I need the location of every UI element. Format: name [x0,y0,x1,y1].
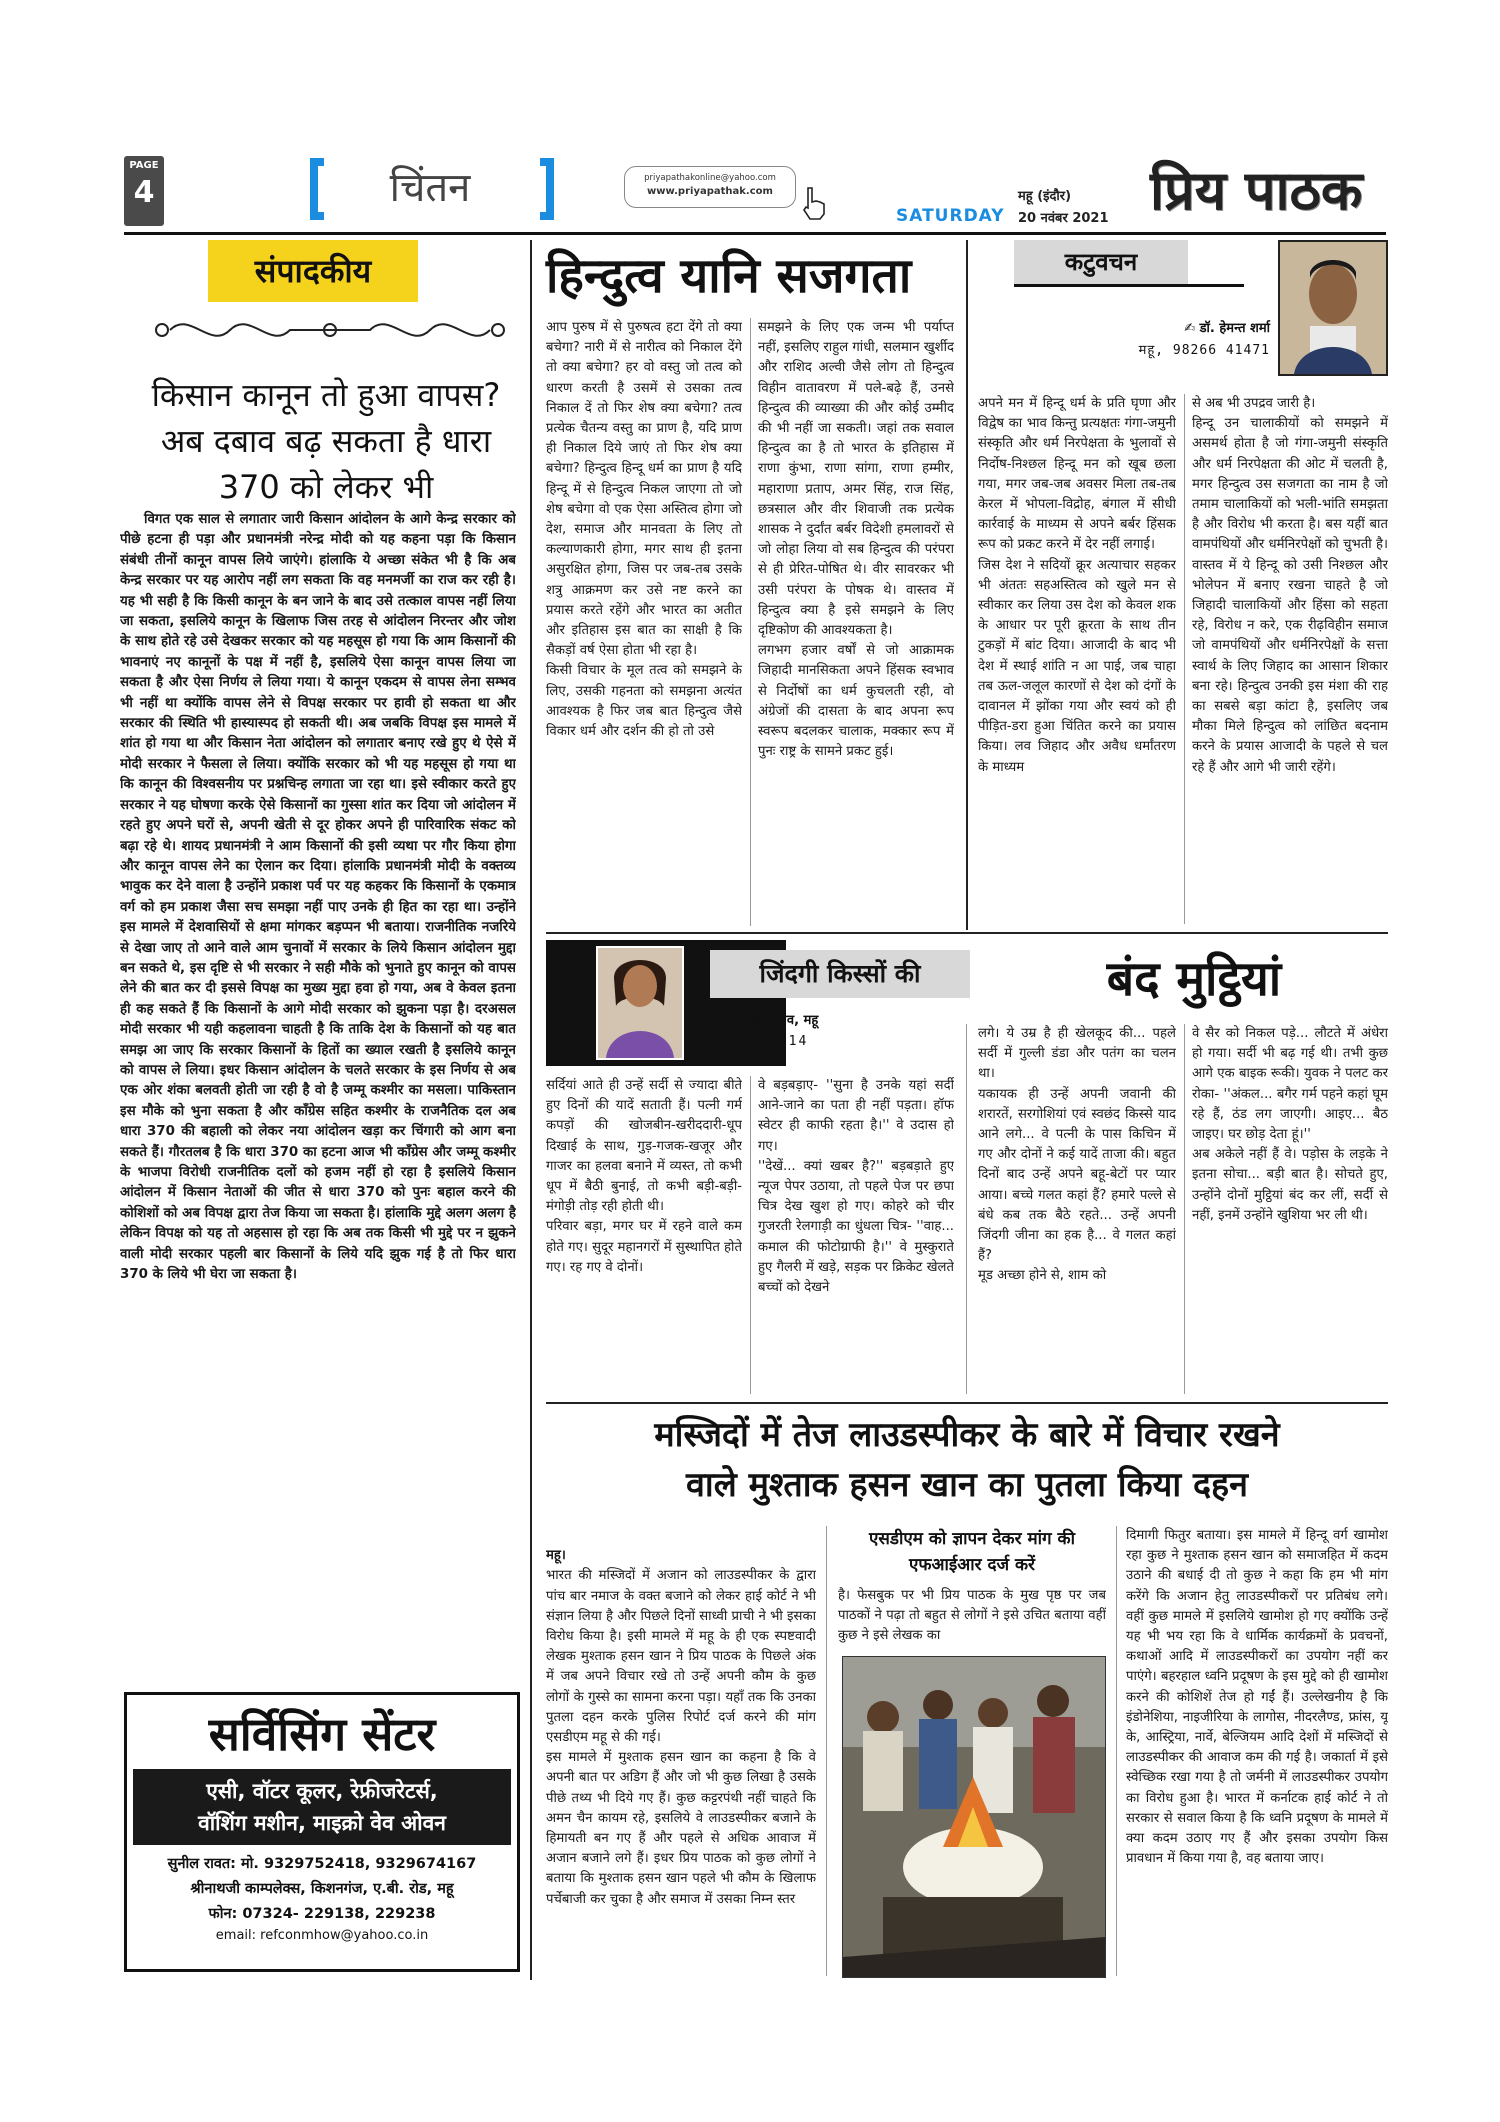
ad-services-line1: एसी, वॉटर कूलर, रेफ्रीजरेटर्स, [206,1779,438,1803]
zindagi-headline: बंद मुट्ठियां [1106,951,1282,1007]
zindagi-col2: वे बड़बड़ाए- ''सुना है उनके यहां सर्दी आने-जाने का पता ही नहीं पड़ता। हॉफ स्वेटर ही काफी रहता है।'' वे उदास हो गए। ''देखें... क्यां खबर है?'' बड़बड़ाते हुए न्यूज पेपर उठाया, तो पहले पेज पर छपा चित्र देख खुश हो गए। कोहरे को चीर गुजरती रेलगाड़ी का धुंधला चित्र- ''वाह... कमाल की फोटोग्राफी है।'' वे मुस्कुराते हुए गैलरी में खड़े, सड़क पर क्रिकेट खेलते बच्चों को देखने [758,1078,954,1296]
mosque-col3: दिमागी फितुर बताया। इस मामले में हिन्दू वर्ग खामोश रहा कुछ ने मुश्ताक हसन खान को समाजहित में कदम उठाने की बधाई दी तो कुछ ने कहा कि हम भी मांग करेंगे कि अजान हेतु लाउडस्पीकरों पर प्रतिबंध लगे। वहीं कुछ मामले में इसलिये खामोश हो गए क्योंकि उन्हें यह भी भय रहा कि वे धार्मिक कार्यक्रमों के प्रवचनों, कथाओं आदि में लाउडस्पीकरों का उपयोग नहीं कर पाएंगे। बहरहाल ध्वनि प्रदूषण के इस मुद्दे को ही खामोश करने की कोशिशें तेज हो गईं हैं। उल्लेखनीय है कि इंडोनेशिया, नाइजीरिया के लागोस, नीदरलैण्ड, फ्रांस, यू के, आस्ट्रिया, नार्वे, बेल्जियम आदि देशों में मस्जिदों से लाउडस्पीकर की आवाज कम की गई है। जकार्ता में इसे स्वेच्छिक रखा गया है तो जर्मनी में लाउडस्पीकर उपयोग का विरोध हुआ है। भारत में कर्नाटक हाई कोर्ट ने तो सरकार से सवाल किया है कि ध्वनि प्रदूषण के मामले में क्या कदम उठाए गए हैं और इसका उपयोग किस प्रावधान में किया गया है, वह बताया जाए। [1126,1528,1388,1867]
ad-title: सर्विसिंग सेंटर [208,1707,436,1761]
mosque-headline-line2: वाले मुश्ताक हसन खान का पुतला किया दहन [686,1465,1248,1505]
paper-name: प्रिय पाठक [1150,158,1363,222]
ad-address: श्रीनाथजी काम्पलेक्स, किशनगंज, ए.बी. रोड, महू [190,1881,454,1897]
contact-box [624,166,796,208]
day-label: SATURDAY [896,206,1005,226]
editorial-body: विगत एक साल से लगातार जारी किसान आंदोलन के आगे केन्द्र सरकार को पीछे हटना ही पड़ा और प्रधानमंत्री नरेन्द्र मोदी को यह कहना पड़ा कि किसान संबंधी तीनों कानून वापस लिये जाएंगे। हांलाकि ये अच्छा संकेत भी है कि अब केन्द्र सरकार पर यह आरोप नहीं लग सकता कि वह मनमर्जी का राज कर रही है। यह भी सही है कि किसी कानून के बन जाने के बाद उसे तत्काल वापस नहीं लिया जा सकता, इसलिये कानून के खिलाफ जिस तरह से आंदोलन निरन्तर और जोश के साथ होते रहे उसे देखकर सरकार को यह महसूस हो गया कि आम किसानों की भावनाएं नए कानूनों के पक्ष में नहीं है, इसलिये ऐसा कानून वापस लिया जा सकता है और ऐसा निर्णय ले लिया गया। ये कानून एकदम से वापस लेना सम्भव भी नहीं था क्योंकि वापस लेने से विपक्ष सरकार पर हावी हो सकता था और सरकार की स्थिति भी हास्यास्पद हो सकती थी। अब जबकि विपक्ष इस मामले में शांत हो गया था और किसान नेता आंदोलन को लगातार बनाए रखे हुए थे ऐसे में मोदी सरकार ने फैसला ले लिया। क्योंकि सरकार को भी यह महसूस हो गया था कि कानून की विश्वसनीय पर प्रश्नचिन्ह लगाता जा रहा था। इसे स्वीकार करते हुए सरकार ने यह घोषणा करके ऐसे किसानों का गुस्सा शांत कर दिया जो आंदोलन में रहते हुए अपने घरों से, अपनी खेती से दूर होकर अपने ही पारिवारिक संकट को बढ़ा रहे थे। शायद प्रधानमंत्री ने आम किसानों की इसी व्यथा पर गौर किया होगा और कानून वापस लेने का ऐलान कर दिया। हांलाकि प्रधानमंत्री मोदी के वक्तव्य भावुक कर देने वाला है उन्होंने प्रकाश पर्व पर यह कहकर कि किसानों के एकमात्र वर्ग को हम प्रकाश जैसा सच समझा नहीं पाए उनके ही हित का रहा था। उन्होंने इस मामले में देशवासियों से क्षमा मांगकर बड़प्पन भी बताया। राजनीतिक नजरिये से देखा जाए तो आने वाले आम चुनावों में सरकार के लिये किसान आंदोलन मुद्दा बन सकते थे, इस दृष्टि से भी सरकार ने सही मौके को भुनाते हुए कानून को वापस लेने की बात कर दी इससे विपक्ष का मुख्य मुद्दा हवा हो गया, अब वे केवल इतना ही कह सकते हैं कि किसानों के आगे मोदी सरकार को झुकना पड़ा है। दरअसल मोदी सरकार भी यही कहलावना चाहती है कि ताकि देश के किसानों को यह बात समझ आ जाए कि सरकार किसानों के हितों का ख्याल रखती है इसलिये कानून को वापस ले लिया। इधर किसान आंदोलन के चलते सरकार के इस निर्णय से अब एक ओर शंका बलवती होती जा रही है वो है जम्मू कश्मीर का मसला। पाकिस्तान इस मौके को भुना सकता है और काँग्रेस सहित कश्मीर के राजनैतिक दल अब धारा 370 की बहाली को लेकर नया आंदोलन खड़ा कर चिंगारी को आग बना सकते हैं। गौरतलब है कि धारा 370 का हटना आज भी कॉंग्रेस और जम्मू कश्मीर के भाजपा विरोधी राजनीतिक दलों को हजम नहीं हो रहा है इसलिये किसान आंदोलन में किसान नेताओं की जीत से धारा 370 को पुनः बहाल करने की कोशिशों को अब विपक्ष द्वारा तेज किया जा सकता है। हांलाकि मुद्दे अलग अलग है लेकिन विपक्ष को यह तो अहसास हो रहा कि अब तक किसी भी मुद्दे पर न झुकने वाली मोदी सरकार पहली बार किसानों के लिये यदि झुक गई है तो फिर धारा 370 के लिये भी घेरा जा सकता है। [120,512,516,1283]
zindagi-col-rule-3 [1184,1024,1185,1394]
ornament-divider [150,310,510,350]
page-badge [124,156,164,226]
mosque-col1 [546,1526,816,1976]
hindutva-col-rule-1 [750,318,751,926]
zindagi-col-rule-2 [966,1024,967,1394]
zindagi-col1: सर्दियां आते ही उन्हें सर्दी से ज्यादा बीते हुए दिनों की यादें सताती हैं। पत्नी गर्म कपड़ों की खोजबीन-खरीददारी-धूप दिखाई के साथ, गुड़-गजक-खजूर और गाजर का हलवा बनाने में व्यस्त, तो कभी धूप में बैठी बुनाई, तो कभी बड़ी-बड़ी-मंगोड़ी तोड़ रही होती थी। परिवार बड़ा, मगर घर में रहने वाले कम होते गए। सुदूर महानगरों में सुस्थापित होते गए। रह गए वे दोनों। [546,1078,742,1275]
katuvachan-underline [1014,284,1244,287]
mosque-col2: है। फेसबुक पर भी प्रिय पाठक के मुख पृष्ठ पर जब पाठकों ने पढ़ा तो बहुत से लोगों ने इसे उचित बताया वहीं कुछ ने इसे लेखक का [838,1588,1106,1644]
mosque-col-rule-2 [1116,1526,1117,1976]
zindagi-col4: वे सैर को निकल पड़े... लौटते में अंधेरा हो गया। सर्दी भी बढ़ गई थी। तभी कुछ आगे एक बाइक रूकी। युवक ने पलट कर रोका- ''अंकल... बगैर गर्म पहने कहां घूम रहे हैं, ठंड लग जाएगी। आइए... बैठ जाइए। घर छोड़ देता हूं।'' अब अकेले नहीं हैं वे। पड़ोस के लड़के ने इतना सोचा... बड़ी बात है। सोचते हुए, उन्होंने दोनों मुट्ठियां बंद कर लीं, सर्दी से नहीं, इनमें उन्होंने खुशिया भर ली थी। [1192,1026,1388,1223]
hindutva-col1: आप पुरुष में से पुरुषत्व हटा देंगे तो क्या बचेगा? नारी में से नारीत्व को निकाल देंगे तो क्या बचेगा? हर वो वस्तु जो तत्व को धारण करती है उसमें से उसका तत्व निकाल दें तो फिर शेष क्या बचेगा? तत्व प्रत्येक चैतन्य वस्तु का प्राण है, यदि प्राण ही निकाल दिये जाएं तो फिर शेष क्या बचेगा? हिन्दुत्व हिन्दू धर्म का प्राण है यदि हिन्दू में से हिन्दुत्व निकल जाएगा तो जो शेष बचेगा वो एक ऐसा अस्तित्व होगा जो देश, समाज और मानवता के लिए तो कल्याणकारी होगा, मगर साथ ही इतना असुरक्षित होगा, जिस पर जब-तब उसके शत्रु आक्रमण कर उसे नष्ट करने का प्रयास करते रहेंगे और भारत का अतीत और इतिहास इस बात का साक्षी है कि सैकड़ों वर्ष ऐसा होता भी रहा है। किसी विचार के मूल तत्व को समझने के लिए, उसकी गहनता को समझना अत्यंत आवश्यक है फिर जब बात हिन्दुत्व जैसे विकार धर्म और दर्शन की हो तो उसे [546,320,742,740]
hindutva-col4: से अब भी उपद्रव जारी है। हिन्दू उन चालाकीयों को समझने में असमर्थ होता है जो गंगा-जमुनी संस्कृति और धर्म निरपेक्षता की ओट में चलती है, मगर हिन्दुत्व उस सजगता का नाम है जो तमाम चालाकियों को भली-भांति समझता है और विरोध भी करता है। बस यहीं बात वामपंथियों और धर्मनिरपेक्षों को चुभती है। वास्तव में ये हिन्दू को उसी निश्छल और भोलेपन में बनाए रखना चाहते है जो जिहादी चालाकियों और हिंसा को सहता रहे, विरोध न करे, एक रीढ़विहीन समाज जो वामपंथियों और धर्मनिरपेक्षों के सत्ता स्वार्थ के लिए जिहाद का आसान शिकार बना रहे। हिन्दुत्व उनकी इस मंशा की राह का सबसे बड़ा कांटा है, इसलिए जब मौका मिले हिन्दुत्व को लांछित बदनाम करने के प्रयास आजादी के पहले से चल रहे हैं और आगे भी जारी रहेंगे। [1192,396,1388,775]
zindagi-tag-label: जिंदगी किस्सों की [759,959,921,988]
zindagi-bottom-rule [546,1402,1388,1404]
katuvachan-contact: महू, 98266 41471 [1138,343,1270,358]
mosque-headline-line1: मस्जिदों में तेज लाउडस्पीकर के बारे में विचार रखने [654,1415,1280,1455]
page-number: 4 [133,175,155,210]
ad-services-line2: वॉशिंग मशीन, माइक्रो वेव ओवन [198,1811,446,1835]
ad-email: email: refconmhow@yahoo.co.in [215,1928,429,1943]
katuvachan-label: कटुवचन [1064,248,1138,276]
ad-services-box [133,1769,511,1845]
katuvachan-tag [1014,240,1188,284]
website-text: www.priyapathak.com [647,186,773,197]
hindutva-col-rule-3 [1184,394,1185,924]
mosque-dateline: महू। [546,1548,566,1564]
pointer-hand-icon [798,186,828,220]
editorial-headline: किसान कानून तो हुआ वापस? अब दबाव बढ़ सकता है धारा 370 को लेकर भी [151,376,501,506]
zindagi-tag [710,950,970,998]
zindagi-phone: 9893409914 [710,1034,809,1049]
place-label: महू (इंदौर) [1018,189,1072,204]
ad-phone: फोन: 07324- 229138, 229238 [208,1906,436,1922]
zindagi-col3: लगे। ये उम्र है ही खेलकूद की... पहले सर्दी में गुल्ली डंडा और पतंग का चलन था। यकायक ही उन्हें अपनी जवानी की शरारतें, सरगोशियां एवं स्वछंद किस्से याद आने लगे... वे पत्नी के पास किचिन में गए और दोनों ने कई यादें ताजा की। बहुत दिनों बाद उन्हें अपने बहू-बेटों पर प्यार आया। बच्चे गलत कहां हैं? हमारे पल्ले से बंधे कब तक बैठे रहते... उन्हें अपनी जिंदगी जीना का हक है... वे गलत कहां हैं? मूड अच्छा होने से, शाम को [978,1026,1176,1284]
zindagi-col-rule-1 [750,1076,751,1394]
katuvachan-author: ✍ डॉ. हेमन्त शर्मा [1184,321,1270,336]
hindutva-col-rule-2 [966,240,968,930]
section-title: चिंतन [389,165,471,211]
mosque-col1-text: भारत की मस्जिदों में अजान को लाउडस्पीकर के द्वारा पांच बार नमाज के वक्त बजाने को लेकर हाई कोर्ट ने भी संज्ञान लिया है और पिछले दिनों साध्वी प्राची ने भी इसका विरोध किया है। इसी मामले में महू के ही एक स्पष्टवादी लेखक मुश्ताक हसन खान ने प्रिय पाठक के पिछले अंक में जब अपने विचार रखे तो उन्हें अपनी कौम के कुछ लोगों के गुस्से का सामना करना पड़ा। यहाँ तक कि उनका पुतला दहन करके पुलिस रिपोर्ट दर्ज करने की मांग एसडीएम महू से की गई। इस मामले में मुश्ताक हसन खान का कहना है कि वे अपनी बात पर अडिग हैं और जो भी कुछ लिखा है उसके पीछे तथ्य भी दिये गए हैं। कुछ कट्टरपंथी नहीं चाहते कि अमन चैन कायम रहे, इसलिये वे लाउडस्पीकर बजाने के हिमायती बन गए हैं और पहले से अधिक आवाज में अजान बजाने लगे हैं। इधर प्रिय पाठक को कुछ लोगों ने बताया कि मुश्ताक हसन खान पहले भी कौम के खिलाफ पर्चेबाजी कर चुका है और समाज में उसका निम्न स्तर [546,1568,816,1907]
editorial-tag-label: संपादकीय [254,252,372,290]
author-photo-hemant [1278,240,1388,376]
author-photo-neeta [596,946,684,1060]
paper-logo [1150,150,1390,230]
editorial-tag [208,240,418,302]
mosque-subhead: एसडीएम को ज्ञापन देकर मांग की एफआईआर दर्ज करें [868,1529,1076,1575]
page-label: PAGE [129,160,159,171]
servicing-center-ad [124,1692,520,1972]
section-bracket-right [540,158,554,220]
date-label: 20 नवंबर 2021 [1018,211,1109,226]
mosque-col-rule-1 [826,1526,827,1976]
masthead-rule [124,232,1386,235]
editorial-column-rule [530,240,532,1980]
hindutva-col2: समझने के लिए एक जन्म भी पर्याप्त नहीं, इसलिए राहुल गांधी, सलमान खुर्शीद और राशिद अल्वी जैसे लोग तो हिन्दुत्व विहीन वातावरण में पले-बढ़े हैं, उनसे हिन्दुत्व की व्याख्या की और कोई उम्मीद की भी नहीं जा सकती। जहां तक सवाल हिन्दुत्व का है तो भारत के इतिहास में राणा कुंभा, राणा सांगा, राणा हम्मीर, महाराणा प्रताप, अमर सिंह, राज सिंह, छत्रसाल और वीर शिवाजी तक प्रत्येक शासक ने दुर्दांत बर्बर विदेशी हमलावरों से जो लोहा लिया वो सब हिन्दुत्व की परंपरा से ही प्रेरित-पोषित थे। वीर सावरकर भी उसी परंपरा के पोषक थे। वास्तव में हिन्दुत्व क्या है इसे समझने के लिए दृष्टिकोण की आवश्यकता है। लगभग हजार वर्षों से जो आक्रामक जिहादी मानसिकता अपने हिंसक स्वभाव से निर्दोषों का धर्म कुचलती रही, वो अंग्रेजों की दासता के बाद अपना रूप स्वरूप बदलकर चालाक, मक्कार रूप में पुनः राष्ट्र के सामने प्रकट हुई। [758,320,954,760]
email-text: priyapathakonline@yahoo.com [644,173,776,183]
ad-contact-name: सुनील रावत: मो. 9329752418, 9329674167 [167,1856,477,1872]
hindutva-bottom-rule [546,932,1388,934]
zindagi-author: ✍ नीता श्रीवास्तव, महू [710,1013,819,1028]
protest-photo [842,1656,1106,1978]
hindutva-headline: हिन्दुत्व यानि सजगता [546,248,912,304]
section-bracket-left [310,158,324,220]
hindutva-col3: अपने मन में हिन्दू धर्म के प्रति घृणा और विद्वेष का भाव किन्तु प्रत्यक्षतः गंगा-जमुनी संस्कृति और धर्म निरपेक्षता के भुलावों से निर्दोष-निश्छल हिन्दू मन को खूब छला गया, मगर जब-जब अवसर मिला तब-तब केरल में भोपला-विद्रोह, बंगाल में सीधी कार्रवाई के माध्यम से अपने बर्बर हिंसक रूप को प्रकट करने में देर नहीं लगाई। जिस देश ने सदियों क्रूर अत्याचार सहकर भी अंततः सहअस्तित्व को खुले मन से स्वीकार कर लिया उस देश को केवल शक के आधार पर पूरी क्रूरता के साथ तीन टुकड़ों में बांट दिया। आजादी के बाद भी देश में स्थाई शांति न आ पाई, जब चाहा तब ऊल-जलूल कारणों से देश को दंगों के दावानल में झोंका गया और स्वयं को ही पीड़ित-डरा हुआ चिंतित करने का प्रयास किया। लव जिहाद और अवैध धर्मांतरण के माध्यम [978,396,1176,775]
